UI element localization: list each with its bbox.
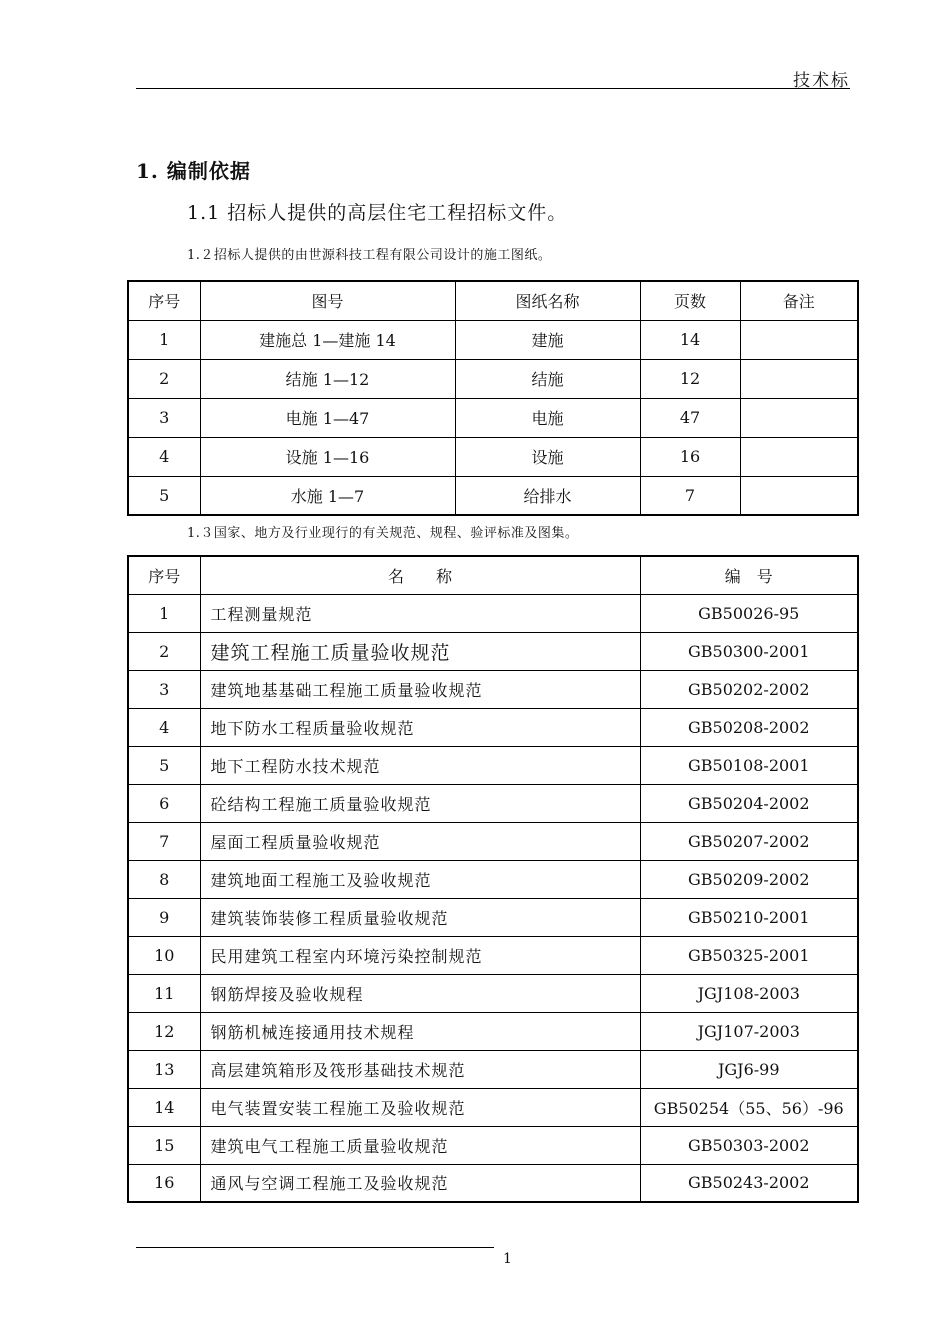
cell-drawing-no: 建施总 1—建施 14	[200, 320, 455, 359]
table-row	[128, 746, 858, 784]
table-row	[128, 437, 858, 476]
cell-remarks	[740, 359, 858, 398]
cell-remarks	[740, 437, 858, 476]
cell-name: 工程测量规范	[200, 594, 640, 632]
cell-code: GB50202-2002	[640, 670, 858, 708]
cell-pages: 14	[640, 320, 740, 359]
cell-code: GB50300-2001	[640, 632, 858, 670]
cell-index: 15	[128, 1126, 200, 1164]
table-row	[128, 594, 858, 632]
cell-index: 3	[128, 398, 200, 437]
table-row	[128, 632, 858, 670]
col-header-index: 序号	[128, 281, 200, 320]
header-title: 技术标	[793, 71, 850, 91]
cell-index: 2	[128, 632, 200, 670]
table-row	[128, 1164, 858, 1202]
cell-index: 7	[128, 822, 200, 860]
cell-name: 建筑装饰装修工程质量验收规范	[200, 898, 640, 936]
cell-name: 建筑地基基础工程施工质量验收规范	[200, 670, 640, 708]
cell-drawing-name: 电施	[455, 398, 640, 437]
footer-rule	[136, 1247, 494, 1248]
cell-index: 13	[128, 1050, 200, 1088]
table-row	[128, 476, 858, 515]
cell-index: 1	[128, 320, 200, 359]
cell-pages: 16	[640, 437, 740, 476]
cell-name: 高层建筑箱形及筏形基础技术规范	[200, 1050, 640, 1088]
col-header-remarks: 备注	[740, 281, 858, 320]
col-header-code: 编 号	[640, 556, 858, 594]
cell-drawing-no: 水施 1—7	[200, 476, 455, 515]
cell-name: 建筑电气工程施工质量验收规范	[200, 1126, 640, 1164]
table-row	[128, 860, 858, 898]
cell-index: 4	[128, 437, 200, 476]
cell-index: 2	[128, 359, 200, 398]
page-number: 1	[503, 1251, 512, 1267]
cell-name: 通风与空调工程施工及验收规范	[200, 1164, 640, 1202]
cell-code: GB50209-2002	[640, 860, 858, 898]
cell-code: GB50204-2002	[640, 784, 858, 822]
cell-name: 砼结构工程施工质量验收规范	[200, 784, 640, 822]
cell-remarks	[740, 398, 858, 437]
table-row	[128, 974, 858, 1012]
cell-remarks	[740, 320, 858, 359]
table-row	[128, 1050, 858, 1088]
table-row	[128, 1012, 858, 1050]
cell-code: GB50303-2002	[640, 1126, 858, 1164]
cell-code: GB50208-2002	[640, 708, 858, 746]
cell-index: 6	[128, 784, 200, 822]
cell-code: GB50325-2001	[640, 936, 858, 974]
cell-code: JGJ6-99	[640, 1050, 858, 1088]
table-row	[128, 1126, 858, 1164]
cell-index: 14	[128, 1088, 200, 1126]
paragraph-1-2: 1.２招标人提供的由世源科技工程有限公司设计的施工图纸。	[187, 248, 552, 263]
cell-name: 建筑工程施工质量验收规范	[200, 632, 640, 670]
table-row	[128, 708, 858, 746]
cell-index: 1	[128, 594, 200, 632]
cell-pages: 47	[640, 398, 740, 437]
cell-drawing-name: 给排水	[455, 476, 640, 515]
cell-remarks	[740, 476, 858, 515]
cell-drawing-no: 结施 1—12	[200, 359, 455, 398]
cell-code: GB50243-2002	[640, 1164, 858, 1202]
cell-drawing-no: 设施 1—16	[200, 437, 455, 476]
paragraph-1-3: 1.３国家、地方及行业现行的有关规范、规程、验评标准及图集。	[187, 526, 579, 541]
cell-drawing-no: 电施 1—47	[200, 398, 455, 437]
table-row	[128, 398, 858, 437]
col-header-name: 名 称	[200, 556, 640, 594]
cell-index: 8	[128, 860, 200, 898]
table-row	[128, 359, 858, 398]
drawings-table	[127, 280, 859, 516]
cell-name: 屋面工程质量验收规范	[200, 822, 640, 860]
table-row	[128, 670, 858, 708]
cell-index: 12	[128, 1012, 200, 1050]
cell-name: 民用建筑工程室内环境污染控制规范	[200, 936, 640, 974]
cell-code: JGJ108-2003	[640, 974, 858, 1012]
cell-index: 5	[128, 476, 200, 515]
cell-name: 钢筋焊接及验收规程	[200, 974, 640, 1012]
cell-pages: 12	[640, 359, 740, 398]
header-rule	[136, 88, 850, 89]
cell-pages: 7	[640, 476, 740, 515]
section-heading: 1. 编制依据	[136, 159, 251, 183]
table-row	[128, 320, 858, 359]
table-row	[128, 784, 858, 822]
cell-index: 4	[128, 708, 200, 746]
table-row	[128, 936, 858, 974]
cell-index: 11	[128, 974, 200, 1012]
cell-drawing-name: 结施	[455, 359, 640, 398]
cell-code: GB50210-2001	[640, 898, 858, 936]
table-row	[128, 898, 858, 936]
cell-index: 5	[128, 746, 200, 784]
standards-table	[127, 555, 859, 1203]
cell-index: 16	[128, 1164, 200, 1202]
cell-drawing-name: 建施	[455, 320, 640, 359]
cell-code: GB50254（55、56）-96	[640, 1088, 858, 1126]
cell-index: 10	[128, 936, 200, 974]
cell-name: 钢筋机械连接通用技术规程	[200, 1012, 640, 1050]
cell-code: GB50026-95	[640, 594, 858, 632]
table-header-row	[128, 556, 858, 594]
cell-name: 电气装置安装工程施工及验收规范	[200, 1088, 640, 1126]
col-header-drawing-no: 图号	[200, 281, 455, 320]
col-header-drawing-name: 图纸名称	[455, 281, 640, 320]
col-header-pages: 页数	[640, 281, 740, 320]
cell-name: 建筑地面工程施工及验收规范	[200, 860, 640, 898]
cell-code: GB50108-2001	[640, 746, 858, 784]
cell-code: GB50207-2002	[640, 822, 858, 860]
col-header-index: 序号	[128, 556, 200, 594]
cell-index: 9	[128, 898, 200, 936]
cell-code: JGJ107-2003	[640, 1012, 858, 1050]
paragraph-1-1: 1.1 招标人提供的高层住宅工程招标文件。	[187, 202, 568, 224]
table-header-row	[128, 281, 858, 320]
table-row	[128, 822, 858, 860]
cell-name: 地下工程防水技术规范	[200, 746, 640, 784]
cell-drawing-name: 设施	[455, 437, 640, 476]
table-row	[128, 1088, 858, 1126]
cell-name: 地下防水工程质量验收规范	[200, 708, 640, 746]
cell-index: 3	[128, 670, 200, 708]
